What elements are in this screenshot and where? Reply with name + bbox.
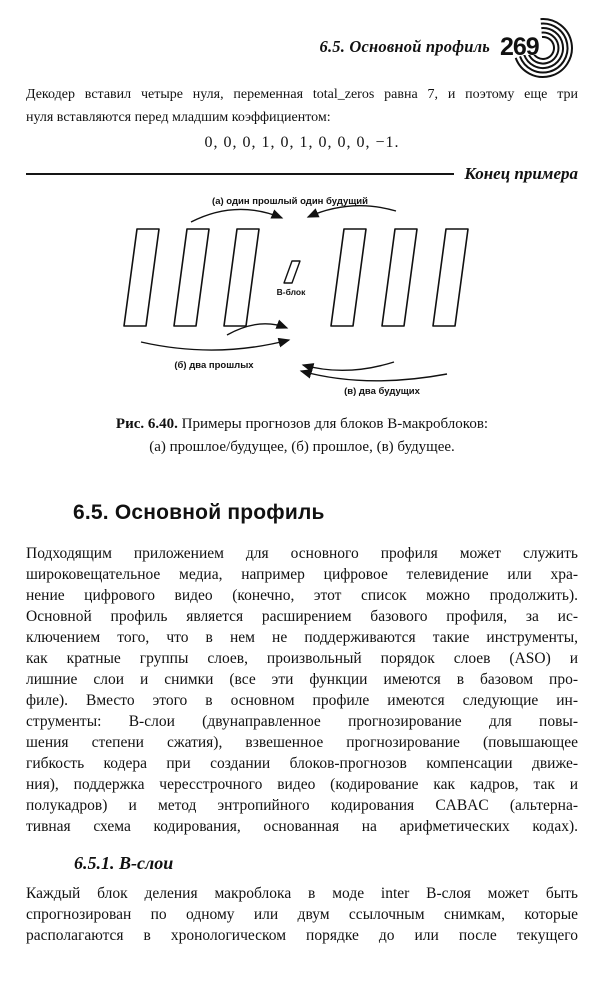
text-line: Основной профиль является расширением базового профиля, за ис- xyxy=(26,608,578,625)
text-line: Каждый блок деления макроблока в моде inter В-слоя может быть xyxy=(26,885,578,902)
text-line: струменты: В-слои (двунаправленное прогнозирование для повы- xyxy=(26,713,578,730)
b-block-polygon xyxy=(284,261,300,283)
text-line: ключением того, что в нем не поддерживаются такие инструменты, xyxy=(26,629,578,646)
section-heading: 6.5. Основной профиль xyxy=(73,501,325,524)
figure-label-v: (в) два будущих xyxy=(344,386,420,397)
prediction-arrows-b xyxy=(141,324,289,350)
prediction-arrows-a xyxy=(191,206,396,222)
page-number: 269 xyxy=(500,33,539,61)
text-line: широковещательное медиа, например цифровое телевидение или хра- xyxy=(26,566,578,583)
text-line: спрогнозирован по одному или двум ссылочным снимкам, которые xyxy=(26,906,578,923)
text-line: нение цифрового видео (конечно, этот список можно продолжить). xyxy=(26,587,578,604)
figure-6-40-drawing xyxy=(26,191,578,404)
figure-number: Рис. 6.40. xyxy=(115,416,178,432)
section-paragraph xyxy=(26,543,578,837)
figure-label-b: (б) два прошлых xyxy=(174,360,254,371)
future-frames xyxy=(331,229,468,326)
figure-caption xyxy=(26,413,578,459)
text-line: лишние слои и снимки (все эти функции имеются в базовом про- xyxy=(26,671,578,688)
frame-polygon xyxy=(124,229,159,326)
frame-polygon xyxy=(382,229,417,326)
text-line: шения степени сжатия), взвешенное прогнозирование (повышающее xyxy=(26,734,578,751)
text-line: Декодер вставил четыре нуля, переменная total_zeros равна 7, и поэтому еще три xyxy=(26,87,578,102)
running-title: 6.5. Основной профиль xyxy=(319,37,490,56)
text-line: как кратные группы слоев, произвольный порядок слоев (ASO) и xyxy=(26,650,578,667)
prediction-arrow xyxy=(191,209,282,222)
prediction-arrow xyxy=(141,340,289,350)
text-line: нуля вставляются перед младшим коэффициентом: xyxy=(26,110,331,125)
frame-polygon xyxy=(433,229,468,326)
text-line: располагаются в хронологическом порядке до или после текущего xyxy=(26,927,578,944)
frame-polygon xyxy=(331,229,366,326)
text-line: гибкость кодера при создании блоков-прогнозов компенсации движе- xyxy=(26,755,578,772)
caption-line-1 xyxy=(26,413,578,436)
text-line: Подходящим приложением для основного профиля может служить xyxy=(26,545,578,562)
page-number-swirl-logo xyxy=(498,15,578,79)
figure-label-a: (а) один прошлый один будущий xyxy=(212,196,368,207)
prediction-arrow xyxy=(303,362,394,370)
prediction-arrows-v xyxy=(301,362,447,381)
b-block-label: В-блок xyxy=(276,287,306,297)
text-line: тивная схема кодирования, основанная на арифметических кодах). xyxy=(26,818,578,835)
text-line: филе). Вместо этого в основном профиле имеются следующие ин- xyxy=(26,692,578,709)
horizontal-rule xyxy=(26,173,454,175)
prediction-arrow xyxy=(301,371,447,381)
end-of-example-label: Конец примера xyxy=(464,164,578,183)
subsection-heading: 6.5.1. В-слои xyxy=(74,853,174,873)
page-header xyxy=(26,14,578,80)
text-line: ния), поддержка чересстрочного видео (кодирование как кадров, так и xyxy=(26,776,578,793)
coefficient-sequence: 0, 0, 0, 1, 0, 1, 0, 0, 0, −1. xyxy=(204,134,400,151)
frame-polygon xyxy=(224,229,259,326)
past-frames xyxy=(124,229,259,326)
prediction-arrow xyxy=(308,206,396,217)
subsection-paragraph xyxy=(26,883,578,946)
intro-paragraph xyxy=(26,83,578,129)
frame-polygon xyxy=(174,229,209,326)
caption-text: Примеры прогнозов для блоков В-макроблоков: xyxy=(181,416,489,432)
text-line: полукадров) и метод энтропийного кодирования CABAC (альтерна- xyxy=(26,797,578,814)
end-of-example xyxy=(26,161,578,187)
caption-line-2: (а) прошлое/будущее, (б) прошлое, (в) будущее. xyxy=(149,439,455,455)
